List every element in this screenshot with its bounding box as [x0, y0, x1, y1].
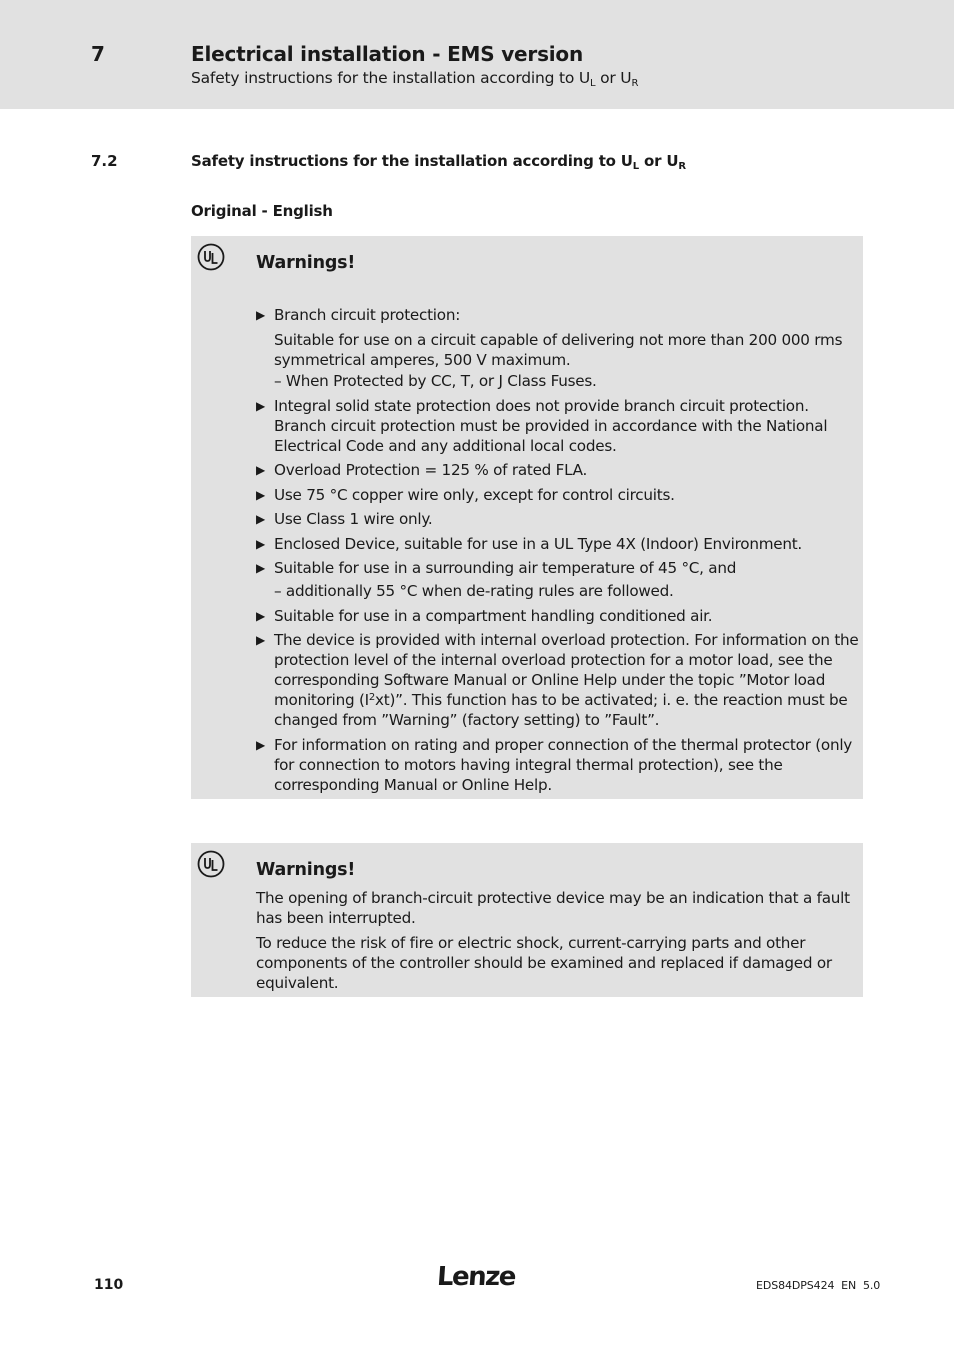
list-item: ▶ Suitable for use in a surrounding air temperature of 45 °C, and – additionally 55 °C when de-rating rules are followed. [256, 559, 737, 600]
bullet-arrow-icon: ▶ [256, 536, 265, 551]
list-item: ▶ Integral solid state protection does not provide branch circuit protection. Branch circuit protection must be provided in accordance with the National Electrical Code and any additional local codes. [256, 396, 828, 455]
chapter-subtitle: Safety instructions for the installation according to $U_L$ or $U_R$ [191, 69, 639, 89]
warning-list [256, 305, 860, 799]
list-item: ▶ For information on rating and proper connection of the thermal protector (only for connection to motors having integral thermal protection), see the corresponding Manual or Online Help. [256, 735, 853, 794]
section-number: 7.2 [91, 152, 118, 170]
ul-certification-icon [197, 243, 225, 271]
bullet-arrow-icon: ▶ [256, 463, 265, 477]
section-title: Safety instructions for the installation according to $U_L$ or $U_R$ [191, 152, 686, 172]
bullet-arrow-icon: ▶ [256, 398, 265, 413]
list-item: ▶ Branch circuit protection: Suitable for use on a circuit capable of delivering not more than 200 000 rms symmetrical amperes, 500 V maximum. – When Protected by CC, T, or J Class Fuses. [256, 306, 843, 390]
header-band [0, 0, 954, 109]
document-id: EDS84DPS424 EN 5.0 [756, 1279, 881, 1292]
bullet-arrow-icon: ▶ [256, 737, 265, 752]
chapter-number: 7 [91, 42, 105, 66]
warning-box-2 [191, 843, 863, 997]
ul-certification-icon [197, 850, 225, 878]
warning-title: Warnings! [256, 860, 356, 880]
bullet-arrow-icon: ▶ [256, 608, 265, 623]
bullet-arrow-icon: ▶ [256, 487, 265, 502]
warning-paragraph: The opening of branch-circuit protective device may be an indication that a fault has been interrupted. [256, 889, 850, 927]
list-item: ▶ The device is provided with internal overload protection. For information on the protection level of the internal overload protection for a motor load, see the corresponding Software Manual or Online Help under the topic ”Motor load monitoring $(I^2xt)$”. This function has to be activated; i. e. the reaction must be changed from ”Warning” (factory setting) to ”Fault”. [256, 631, 859, 729]
lenze-logo: Lenze [435, 1262, 517, 1292]
warning-body [256, 888, 860, 998]
bullet-arrow-icon: ▶ [256, 308, 265, 322]
warning-box-1 [191, 236, 863, 799]
warning-title: Warnings! [256, 253, 356, 273]
list-item: ▶ Enclosed Device, suitable for use in a UL Type 4X (Indoor) Environment. [256, 534, 802, 553]
page-number: 110 [94, 1277, 124, 1293]
original-language-label: Original - English [191, 202, 333, 220]
warning-paragraph: To reduce the risk of fire or electric shock, current-carrying parts and other components of the controller should be examined and replaced if damaged or equivalent. [256, 934, 832, 992]
bullet-arrow-icon: ▶ [256, 561, 265, 575]
bullet-arrow-icon: ▶ [256, 633, 265, 647]
list-item: ▶ Use Class 1 wire only. [256, 510, 433, 528]
list-item: ▶ Use 75 °C copper wire only, except for control circuits. [256, 485, 675, 504]
list-item: ▶ Suitable for use in a compartment handling conditioned air. [256, 606, 713, 625]
chapter-title: Electrical installation - EMS version [191, 42, 584, 66]
bullet-arrow-icon: ▶ [256, 512, 265, 526]
list-item: ▶ Overload Protection = 125 % of rated FLA. [256, 461, 588, 479]
